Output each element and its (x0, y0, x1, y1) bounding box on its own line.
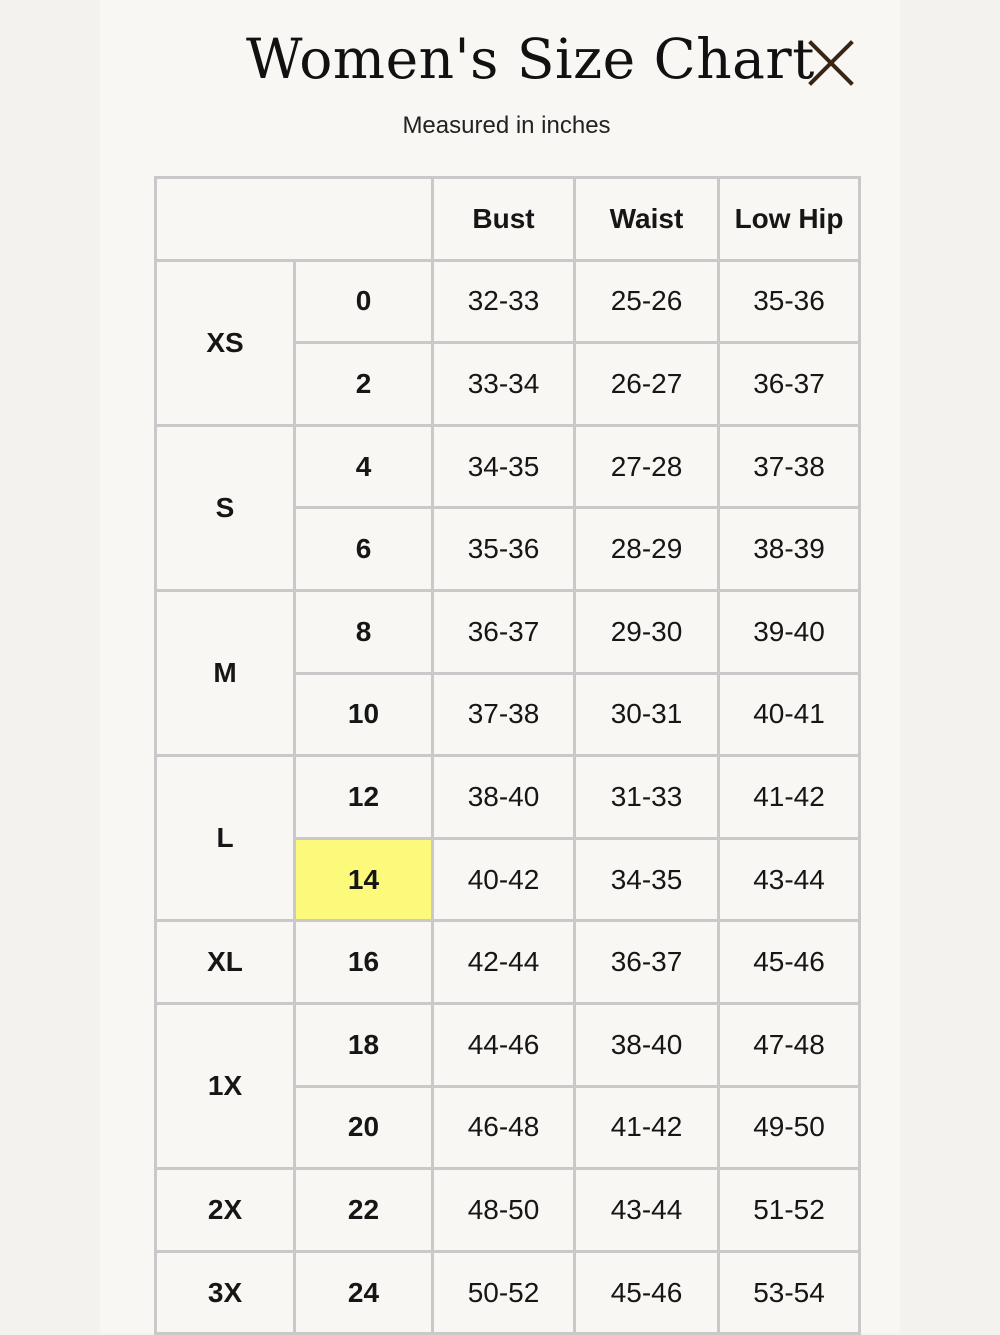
hip-cell: 47-48 (719, 1003, 860, 1086)
bust-cell: 34-35 (433, 425, 575, 508)
waist-cell: 38-40 (575, 1003, 719, 1086)
size-number: 18 (295, 1003, 433, 1086)
header-waist: Waist (575, 178, 719, 261)
size-number: 20 (295, 1086, 433, 1169)
size-number: 12 (295, 756, 433, 839)
header-row (156, 178, 860, 261)
size-label: 2X (156, 1169, 295, 1252)
header-low-hip: Low Hip (719, 178, 860, 261)
bust-cell: 42-44 (433, 921, 575, 1004)
size-number: 16 (295, 921, 433, 1004)
hip-cell: 49-50 (719, 1086, 860, 1169)
size-label: 1X (156, 1003, 295, 1168)
close-icon (806, 38, 856, 88)
hip-cell: 35-36 (719, 260, 860, 343)
waist-cell: 27-28 (575, 425, 719, 508)
waist-cell: 36-37 (575, 921, 719, 1004)
bust-cell: 32-33 (433, 260, 575, 343)
bust-cell: 48-50 (433, 1169, 575, 1252)
waist-cell: 28-29 (575, 508, 719, 591)
table-row (156, 425, 860, 508)
size-number: 10 (295, 673, 433, 756)
size-number: 8 (295, 590, 433, 673)
waist-cell: 29-30 (575, 590, 719, 673)
size-label: XS (156, 260, 295, 425)
bust-cell: 46-48 (433, 1086, 575, 1169)
table-row (156, 1003, 860, 1086)
size-label: 3X (156, 1251, 295, 1334)
waist-cell: 34-35 (575, 838, 719, 921)
hip-cell: 40-41 (719, 673, 860, 756)
hip-cell: 53-54 (719, 1251, 860, 1334)
close-button[interactable] (806, 38, 856, 88)
hip-cell: 51-52 (719, 1169, 860, 1252)
size-number: 4 (295, 425, 433, 508)
hip-cell: 41-42 (719, 756, 860, 839)
bust-cell: 36-37 (433, 590, 575, 673)
size-label: XL (156, 921, 295, 1004)
size-number: 2 (295, 343, 433, 426)
waist-cell: 45-46 (575, 1251, 719, 1334)
waist-cell: 41-42 (575, 1086, 719, 1169)
bust-cell: 38-40 (433, 756, 575, 839)
hip-cell: 37-38 (719, 425, 860, 508)
table-row (156, 921, 860, 1004)
subtitle: Measured in inches (402, 112, 611, 139)
page-title: Women's Size Chart (246, 27, 815, 91)
bust-cell: 50-52 (433, 1251, 575, 1334)
hip-cell: 45-46 (719, 921, 860, 1004)
size-table (154, 176, 861, 1335)
hip-cell: 43-44 (719, 838, 860, 921)
size-label: L (156, 756, 295, 921)
hip-cell: 38-39 (719, 508, 860, 591)
bust-cell: 37-38 (433, 673, 575, 756)
size-label: M (156, 590, 295, 755)
waist-cell: 25-26 (575, 260, 719, 343)
header-corner (156, 178, 433, 261)
waist-cell: 30-31 (575, 673, 719, 756)
table-row (156, 260, 860, 343)
bust-cell: 40-42 (433, 838, 575, 921)
size-label: S (156, 425, 295, 590)
waist-cell: 31-33 (575, 756, 719, 839)
hip-cell: 36-37 (719, 343, 860, 426)
table-row (156, 1251, 860, 1334)
size-number-highlighted: 14 (295, 838, 433, 921)
waist-cell: 43-44 (575, 1169, 719, 1252)
hip-cell: 39-40 (719, 590, 860, 673)
table-row (156, 756, 860, 839)
header-bust: Bust (433, 178, 575, 261)
size-number: 0 (295, 260, 433, 343)
table-row (156, 590, 860, 673)
bust-cell: 44-46 (433, 1003, 575, 1086)
waist-cell: 26-27 (575, 343, 719, 426)
table-row (156, 1169, 860, 1252)
bust-cell: 33-34 (433, 343, 575, 426)
size-number: 22 (295, 1169, 433, 1252)
size-number: 24 (295, 1251, 433, 1334)
size-number: 6 (295, 508, 433, 591)
bust-cell: 35-36 (433, 508, 575, 591)
